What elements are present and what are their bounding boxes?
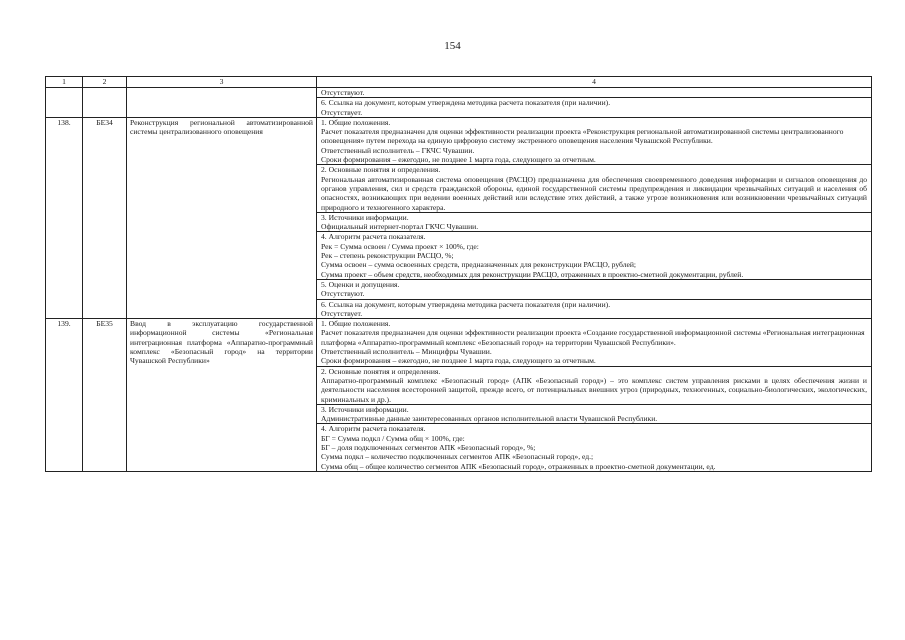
section-line: Сумма общ – общее количество сегментов АПК «Безопасный город», отраженных в проектно-сметной документации, ед. xyxy=(321,461,716,471)
row-number: 139. xyxy=(46,319,83,472)
methodology-section xyxy=(317,88,871,98)
methodology-cell xyxy=(317,88,872,118)
column-header: 1 xyxy=(46,77,83,88)
section-heading: 3. Источники информации. xyxy=(321,212,409,222)
section-heading: 5. Оценки и допущения. xyxy=(321,279,400,289)
methodology-section xyxy=(317,232,871,279)
section-line: Ответственный исполнитель – Минцифры Чувашии. xyxy=(321,347,492,357)
section-line: Отсутствуют. xyxy=(321,289,365,299)
methodology-section xyxy=(317,300,871,319)
methodology-section xyxy=(317,118,871,165)
row-title: Ввод в эксплуатацию государственной информационной системы «Региональная интеграционная платформа «Аппаратно-программный комплекс «Безопасный город» на территории Чувашской Республики» xyxy=(127,319,317,472)
formula-line: БГ = Сумма подкл / Сумма общ × 100%, где: xyxy=(321,433,465,443)
section-text: Региональная автоматизированная система оповещения (РАСЦО) предназначена для обеспечения своевременного доведения информации и сигналов оповещения до органов управления, сил и средств гражданской обороны, единой государственной системы предупреждения и ликвидации чрезвычайных ситуаций и населения об опасностях, возникающих при ведении военных действий или вследствие этих действий, а также угрозе возникновения или возникновении чрезвычайных ситуаций природного и техногенного характера. xyxy=(321,174,867,212)
methodology-section xyxy=(317,405,871,425)
section-line: Сумма проект – объем средств, необходимых для реконструкции РАСЦО, отраженных в проектно-сметной документации, рублей. xyxy=(321,269,744,279)
page-number: 154 xyxy=(444,40,461,52)
section-line: Отсутствуют. xyxy=(321,88,365,97)
section-line: Ответственный исполнитель – ГКЧС Чувашии. xyxy=(321,145,475,155)
section-heading: 1. Общие положения. xyxy=(321,117,391,127)
section-heading: 3. Источники информации. xyxy=(321,404,409,414)
row-number: 138. xyxy=(46,117,83,318)
methodology-cell xyxy=(317,319,872,472)
methodology-section xyxy=(317,280,871,300)
table-row-139 xyxy=(46,319,872,472)
row-number-cell xyxy=(46,88,83,118)
row-title: Реконструкция региональной автоматизированной системы централизованного оповещения xyxy=(127,117,317,318)
section-line: Сумма освоен – сумма освоенных средств, предназначенных для реконструкции РАСЦО, рублей; xyxy=(321,260,637,270)
section-heading: 1. Общие положения. xyxy=(321,319,391,329)
section-text: Расчет показателя предназначен для оценки эффективности реализации проекта «Реконструкция региональной автоматизированной системы централизованного оповещения» путем перехода на единую цифровую систему экстренного оповещения населения Чувашской Республики. xyxy=(321,127,844,146)
indicator-table xyxy=(45,76,872,472)
column-header: 3 xyxy=(127,77,317,88)
section-line: Сроки формирования – ежегодно, не позднее 1 марта года, следующего за отчетным. xyxy=(321,356,596,366)
section-line: БГ – доля подключенных сегментов АПК «Безопасный город», %; xyxy=(321,442,536,452)
section-heading: 4. Алгоритм расчета показателя. xyxy=(321,424,426,434)
methodology-cell xyxy=(317,117,872,318)
section-line: Сроки формирования – ежегодно, не позднее 1 марта года, следующего за отчетным. xyxy=(321,155,596,165)
table-row-continuation xyxy=(46,88,872,118)
section-line: Сумма подкл – количество подключенных сегментов АПК «Безопасный город», ед.; xyxy=(321,452,594,462)
section-line: Административные данные заинтересованных органов исполнительной власти Чувашской Республики. xyxy=(321,414,658,424)
section-text: Аппаратно-программный комплекс «Безопасный город» (АПК «Безопасный город») – это комплекс систем управления рисками в целях обеспечения жизни и деятельности населения всесторонней защитой, прежде всего, от потенциальных внешних угроз (природных, техногенных, социально-биологических, экологических, криминальных и др.). xyxy=(321,375,867,404)
table-row-138 xyxy=(46,117,872,318)
column-header: 2 xyxy=(83,77,127,88)
formula-line: Рек = Сумма освоен / Сумма проект × 100%, где: xyxy=(321,241,479,251)
methodology-section xyxy=(317,424,871,470)
section-line: Официальный интернет-портал ГКЧС Чувашии. xyxy=(321,222,479,232)
section-text: Расчет показателя предназначен для оценки эффективности реализации проекта «Создание государственной информационной системы «Региональная интеграционная платформа «Аппаратно-программный комплекс «Безопасный город» на территории Чувашской Республики». xyxy=(321,328,865,347)
row-code-cell xyxy=(83,88,127,118)
section-line: Отсутствует. xyxy=(321,308,363,318)
section-heading: 2. Основные понятия и определения. xyxy=(321,165,441,175)
row-code: БЕ34 xyxy=(83,117,127,318)
methodology-section xyxy=(317,367,871,405)
methodology-section xyxy=(317,319,871,366)
section-heading: 2. Основные понятия и определения. xyxy=(321,366,441,376)
section-line: Отсутствует. xyxy=(321,107,363,117)
section-heading: 4. Алгоритм расчета показателя. xyxy=(321,232,426,242)
methodology-section xyxy=(317,165,871,212)
methodology-section xyxy=(317,98,871,117)
section-line: Рек – степень реконструкции РАСЦО, %; xyxy=(321,251,454,261)
row-title-cell xyxy=(127,88,317,118)
table-header-row xyxy=(46,77,872,88)
column-header: 4 xyxy=(317,77,872,88)
section-line: 6. Ссылка на документ, которым утверждена методика расчета показателя (при наличии). xyxy=(321,98,611,108)
row-code: БЕ35 xyxy=(83,319,127,472)
methodology-section xyxy=(317,213,871,233)
section-heading: 6. Ссылка на документ, которым утверждена методика расчета показателя (при наличии). xyxy=(321,299,611,309)
